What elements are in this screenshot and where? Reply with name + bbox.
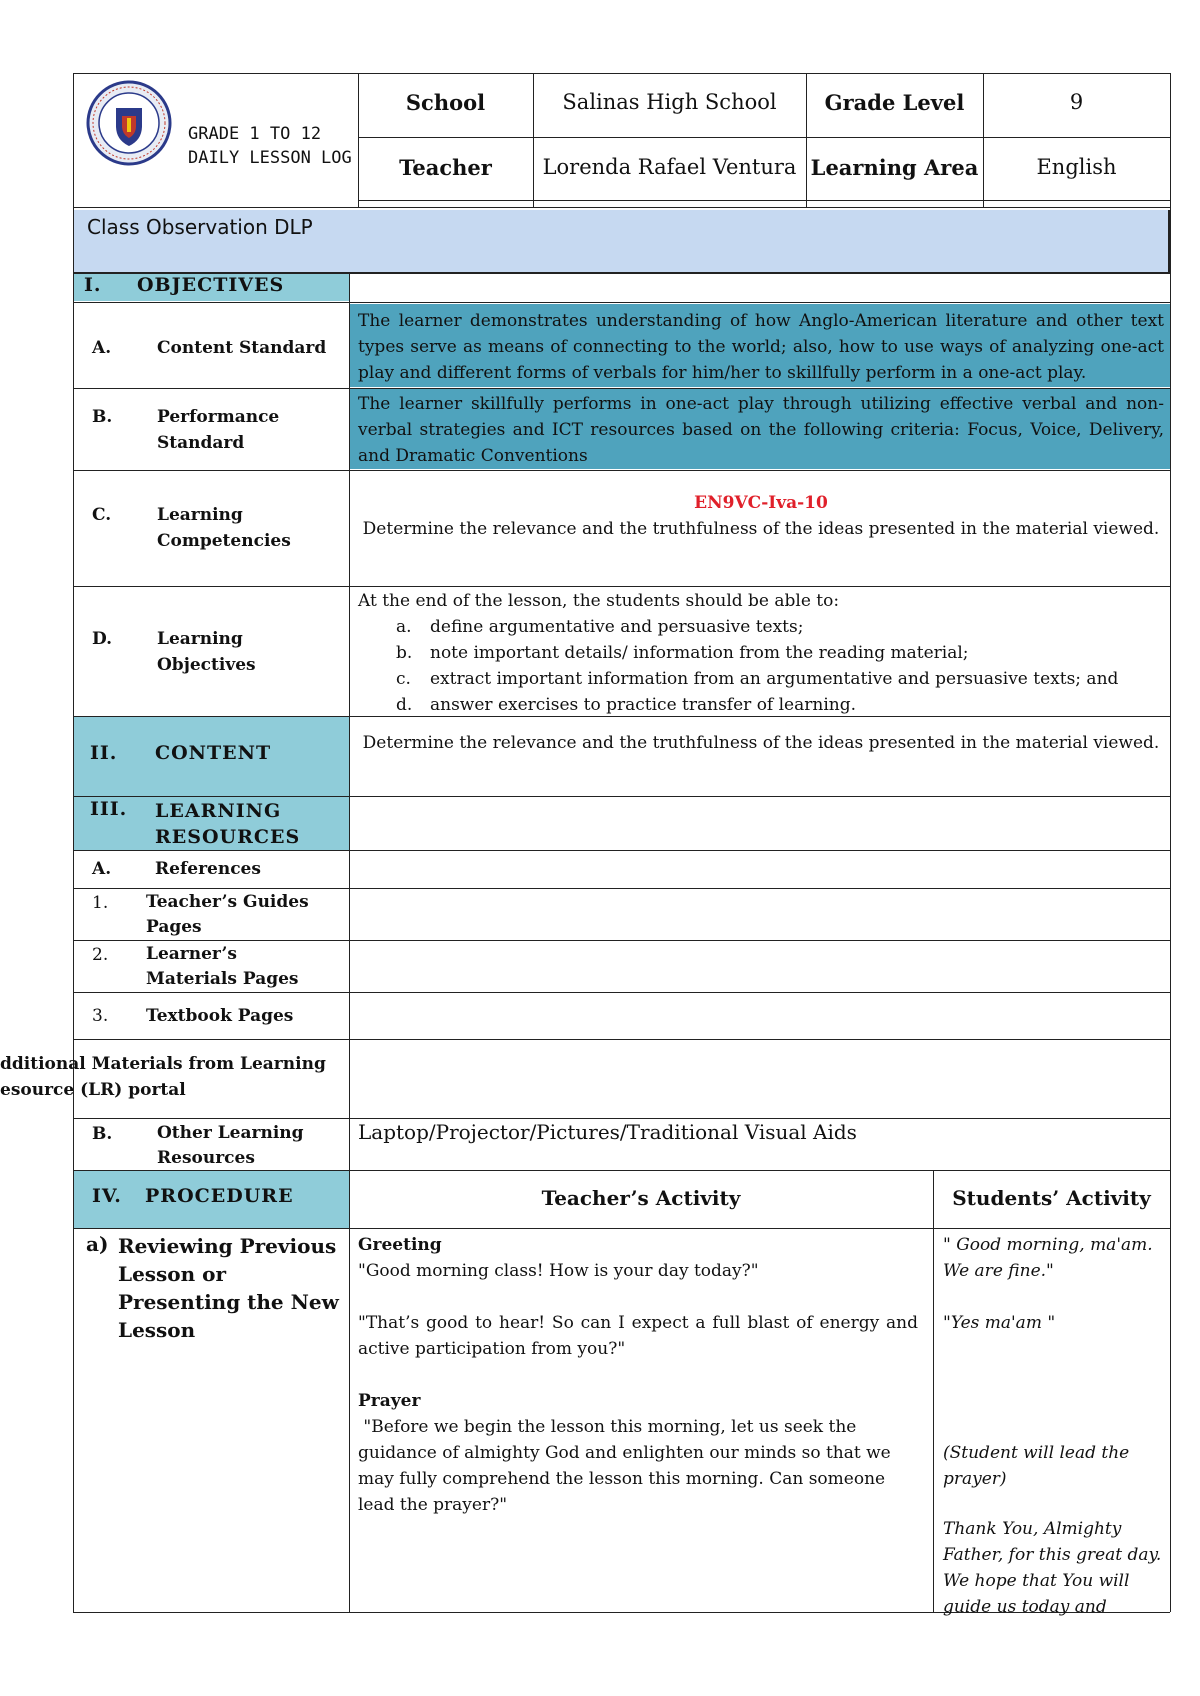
student-response-1: " Good morning, ma'am. We are fine." [943,1235,1153,1281]
student-response-3: (Student will lead the prayer) [943,1443,1130,1489]
content-standard-number: A. [92,338,112,358]
greeting-line-1: "Good morning class! How is your day today?" [358,1261,759,1281]
student-response-4: Thank You, Almighty Father, for this great day. We hope that You will guide us today and [943,1519,1162,1617]
learning-objectives-intro: At the end of the lesson, the students should be able to: [358,591,840,611]
competencies-number: C. [92,505,112,525]
grade-level-label: Grade Level [824,90,965,115]
list-item: a. define argumentative and persuasive texts; [396,617,804,637]
resources-heading-number: III. [90,798,128,820]
objectives-heading: OBJECTIVES [137,274,285,296]
students-activity-header: Students’ Activity [952,1186,1151,1210]
performance-standard-text: The learner skillfully performs in one-act play through utilizing effective verbal and non-verbal strategies and ICT resources based on the following criteria: Focus, Voice, Delivery, and Dramatic Conventions [358,394,1164,466]
list-item: b. note important details/ information from the reading material; [396,643,969,663]
objectives-heading-number: I. [84,274,102,296]
content-heading-number: II. [90,742,118,764]
other-resources-text: Laptop/Projector/Pictures/Traditional Visual Aids [358,1120,857,1144]
teacher-value: Lorenda Rafael Ventura [542,155,797,179]
references-label: References [155,859,261,879]
procedure-heading: PROCEDURE [145,1185,294,1207]
learners-materials-label: Learner’s Materials Pages [146,944,299,989]
performance-standard-label: Performance Standard [157,407,280,453]
greeting-line-2: "That’s good to hear! So can I expect a full blast of energy and active participation from you?" [358,1313,918,1359]
content-standard-label: Content Standard [157,338,327,358]
learning-area-value: English [1036,155,1117,179]
resources-heading: LEARNING RESOURCES [155,800,301,848]
content-text: Determine the relevance and the truthfulness of the ideas presented in the material viewed. [362,733,1160,753]
learning-objectives-list [358,614,1164,718]
grade-level-value: 9 [1069,90,1084,114]
other-resources-label: Other Learning Resources [157,1123,304,1168]
performance-standard-number: B. [92,407,113,427]
other-resources-number: B. [92,1124,113,1144]
content-standard-text: The learner demonstrates understanding of how Anglo-American literature and other text types serve as means of connecting to the world; also, how to use ways of analyzing one-act play and different forms of verbals for him/her to skillfully perform in a one-act play. [358,311,1164,383]
prayer-text: "Before we begin the lesson this morning, let us seek the guidance of almighty God and enlighten our minds so that we may fully comprehend the lesson this morning. Can someone lead the prayer?" [358,1417,897,1515]
list-item: c. extract important information from an argumentative and persuasive texts; and [396,669,1119,689]
competencies-label: Learning Competencies [157,505,291,551]
step-a-label: Reviewing Previous Lesson or Presenting the New Lesson [118,1234,339,1342]
learning-area-label: Learning Area [810,155,979,180]
content-heading: CONTENT [155,742,272,764]
teachers-guides-label: Teacher’s Guides Pages [146,892,309,937]
step-a-marker: a) [86,1232,109,1256]
list-item: d. answer exercises to practice transfer of learning. [396,695,857,715]
deped-seal-icon [86,80,172,166]
references-number: A. [92,859,112,879]
log-title: GRADE 1 TO 12 DAILY LESSON LOG [188,124,352,168]
school-label: School [405,90,486,115]
learners-materials-number: 2. [92,945,109,965]
competency-text: Determine the relevance and the truthfulness of the ideas presented in the material viewed. [362,519,1160,539]
banner-title: Class Observation DLP [87,215,313,239]
prayer-title: Prayer [358,1391,421,1411]
student-response-2: "Yes ma'am " [943,1313,1056,1333]
teachers-guides-number: 1. [92,893,109,913]
learning-objectives-number: D. [92,629,113,649]
school-value: Salinas High School [562,90,777,114]
teachers-activity-header: Teacher’s Activity [541,1186,741,1210]
greeting-title: Greeting [358,1235,442,1255]
textbook-label: Textbook Pages [146,1006,294,1026]
lr-portal-label: dditional Materials from Learning esource (LR) portal [0,1054,326,1100]
teacher-label: Teacher [399,155,492,180]
procedure-heading-number: IV. [92,1185,122,1207]
textbook-number: 3. [92,1006,109,1026]
competency-code: EN9VC-Iva-10 [694,493,828,513]
learning-objectives-label: Learning Objectives [157,629,256,675]
